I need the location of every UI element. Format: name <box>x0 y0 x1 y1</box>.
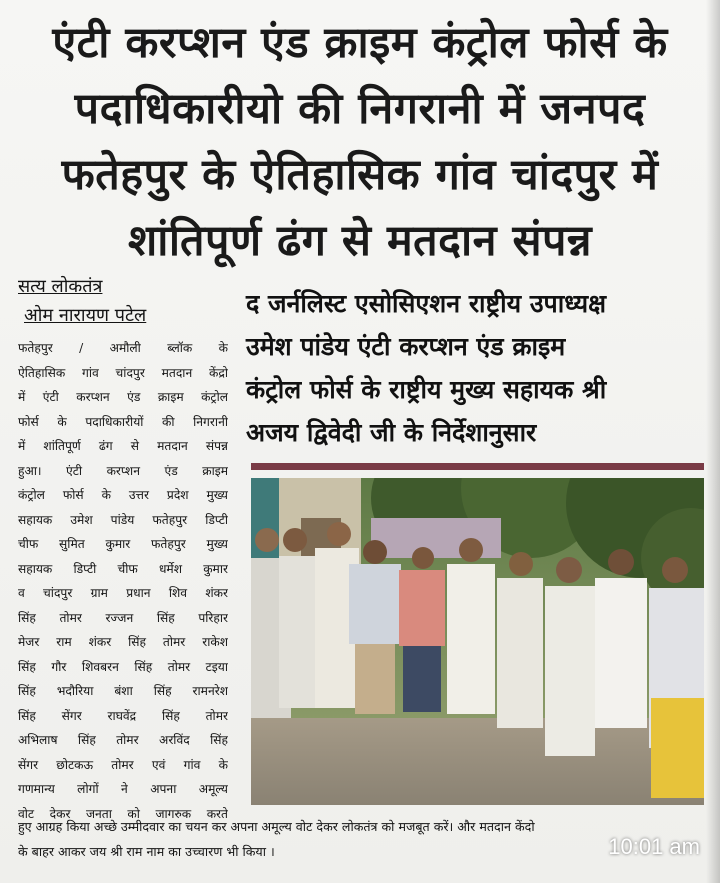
article-line: मेजर राम शंकर सिंह तोमर राकेश <box>18 635 228 649</box>
subheadline-line: उमेश पांडेय एंटी करप्शन एंड क्राइम <box>246 332 566 361</box>
article-line: फतेहपुर / अमौली ब्लॉक के <box>18 341 228 355</box>
byline-paper: सत्य लोकतंत्र <box>18 276 103 297</box>
news-photo <box>251 478 704 805</box>
article-line: गणमान्य लोगों ने अपना अमूल्य <box>18 782 228 796</box>
left-column <box>18 274 228 826</box>
article-line: वोट देकर जनता को जागरुक करते <box>18 806 228 821</box>
article-line: सहायक उमेश पांडेय फतेहपुर डिप्टी <box>18 512 228 527</box>
article-line: अभिलाष सिंह तोमर अरविंद सिंह <box>18 733 228 747</box>
article-line: फोर्स के पदाधिकारीयों की निगरानी <box>18 414 228 429</box>
article-line: व चांदपुर ग्राम प्रधान शिव शंकर <box>18 586 228 600</box>
subheadline-line: अजय द्विवेदी जी के निर्देशानुसार <box>246 418 537 447</box>
article-line: हुए आग्रह किया अच्छे उम्मीदवार का चयन कर अपना अमूल्य वोट देकर लोकतंत्र को मजबूत करें। और मतदान केंदो <box>18 819 535 834</box>
article-line: सेंगर छोटकऊ तोमर एवं गांव के <box>18 757 228 772</box>
article-line: सिंह सेंगर राघवेंद्र सिंह तोमर <box>18 708 228 723</box>
article-line: सिंह गौर शिवबरन सिंह तोमर टइया <box>18 659 228 674</box>
headline-line: पदाधिकारीयो की निगरानी में जनपद <box>74 84 646 134</box>
article-line: सहायक डिप्टी चीफ धर्मेश कुमार <box>18 561 228 576</box>
byline-author: ओम नारायण पटेल <box>24 305 147 326</box>
article-line: सिंह तोमर रज्जन सिंह परिहार <box>18 610 228 625</box>
article-line: कंट्रोल फोर्स के उत्तर प्रदेश मुख्य <box>18 488 228 502</box>
headline <box>8 10 712 274</box>
section-divider <box>251 463 704 470</box>
subheadline-line: द जर्नलिस्ट एसोसिएशन राष्ट्रीय उपाध्यक्ष <box>246 289 607 318</box>
subheadline-line: कंट्रोल फोर्स के राष्ट्रीय मुख्य सहायक श्री <box>246 375 607 404</box>
article-line: सिंह भदौरिया बंशा सिंह रामनरेश <box>18 684 228 698</box>
subheadline <box>246 282 708 454</box>
article-line: ऐतिहासिक गांव चांदपुर मतदान केंद्रो <box>18 365 228 380</box>
article-line: के बाहर आकर जय श्री राम नाम का उच्चारण भी किया । <box>18 844 275 859</box>
article-line: में शांतिपूर्ण ढंग से मतदान संपन्न <box>18 439 228 453</box>
article-line: हुआ। एंटी करप्शन एंड क्राइम <box>18 463 228 478</box>
headline-line: एंटी करप्शन एंड क्राइम कंट्रोल फोर्स के <box>52 18 668 68</box>
headline-line: फतेहपुर के ऐतिहासिक गांव चांदपुर में <box>61 150 659 200</box>
photo-timestamp: 10:01 am <box>608 834 700 859</box>
group-photo-illustration <box>251 478 704 805</box>
article-line: चीफ सुमित कुमार फतेहपुर मुख्य <box>18 537 228 551</box>
article-line: में एंटी करप्शन एंड क्राइम कंट्रोल <box>18 390 228 404</box>
article-body-left <box>18 336 228 826</box>
headline-line: शांतिपूर्ण ढंग से मतदान संपन्न <box>128 216 592 266</box>
page-edge-shadow <box>706 0 720 883</box>
